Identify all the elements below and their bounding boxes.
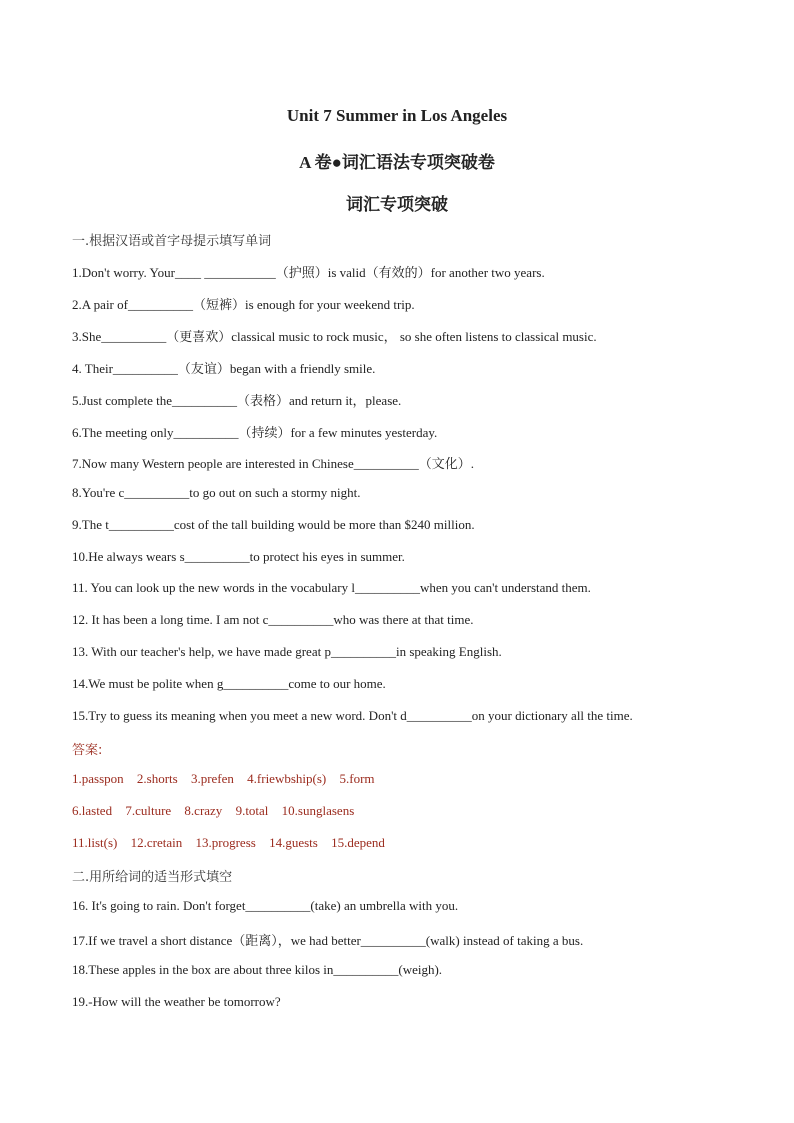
answer-item: 10.sunglasens — [281, 803, 355, 818]
part1-heading: 一.根据汉语或首字母提示填写单词 — [72, 234, 272, 249]
question-7: 7.Now many Western people are interested in Chinese__________（文化）. — [72, 456, 474, 471]
question-3: 3.She__________（更喜欢）classical music to rock music， so she often listens to classical music. — [72, 329, 597, 344]
paper-title: A 卷●词汇语法专项突破卷 — [299, 153, 495, 172]
question-16: 16. It's going to rain. Don't forget__________(take) an umbrella with you. — [72, 898, 459, 913]
question-15: 15.Try to guess its meaning when you meet a new word. Don't d__________on your dictionary all the time. — [72, 708, 633, 723]
question-4: 4. Their__________（友谊）began with a friendly smile. — [72, 361, 376, 376]
answer-item: 1.passpon — [72, 771, 124, 786]
answer-item: 14.guests — [269, 835, 318, 850]
answer-item: 4.friewbship(s) — [247, 771, 327, 786]
answer-item: 6.lasted — [72, 803, 113, 818]
question-9: 9.The t__________cost of the tall building would be more than $240 million. — [72, 517, 475, 532]
answer-item: 2.shorts — [136, 771, 178, 786]
question-11: 11. You can look up the new words in the vocabulary l__________when you can't understand them. — [72, 580, 591, 595]
answer-item: 8.crazy — [184, 803, 223, 818]
answer-item: 15.depend — [331, 835, 385, 850]
answer-item: 3.prefen — [190, 771, 234, 786]
question-1: 1.Don't worry. Your____ ___________（护照）is valid（有效的）for another two years. — [72, 265, 545, 280]
question-10: 10.He always wears s__________to protect his eyes in summer. — [72, 549, 405, 564]
question-6: 6.The meeting only__________（持续）for a few minutes yesterday. — [72, 425, 438, 440]
question-8: 8.You're c__________to go out on such a stormy night. — [72, 485, 361, 500]
part2-heading: 二.用所给词的适当形式填空 — [72, 870, 233, 885]
answer-item: 9.total — [235, 803, 269, 818]
answers-row-2 — [72, 803, 364, 819]
answer-item: 5.form — [339, 771, 375, 786]
answers-row-1 — [72, 771, 385, 787]
question-19: 19.-How will the weather be tomorrow? — [72, 994, 281, 1009]
question-12: 12. It has been a long time. I am not c__________who was there at that time. — [72, 612, 474, 627]
answers-row-3 — [72, 835, 395, 851]
question-14: 14.We must be polite when g__________come to our home. — [72, 676, 386, 691]
answers-label: 答案: — [72, 743, 103, 758]
answer-item: 13.progress — [195, 835, 256, 850]
answer-item: 7.culture — [125, 803, 172, 818]
question-18: 18.These apples in the box are about three kilos in__________(weigh). — [72, 962, 443, 977]
question-13: 13. With our teacher's help, we have made great p__________in speaking English. — [72, 644, 502, 659]
section-title: 词汇专项突破 — [346, 195, 448, 214]
question-5: 5.Just complete the__________（表格）and return it，please. — [72, 393, 402, 408]
answer-item: 11.list(s) — [72, 835, 118, 850]
unit-title: Unit 7 Summer in Los Angeles — [286, 106, 508, 125]
answer-item: 12.cretain — [130, 835, 183, 850]
question-2: 2.A pair of__________（短裤）is enough for your weekend trip. — [72, 297, 415, 312]
question-17: 17.If we travel a short distance（距离），we had better__________(walk) instead of taking a bus. — [72, 933, 584, 948]
